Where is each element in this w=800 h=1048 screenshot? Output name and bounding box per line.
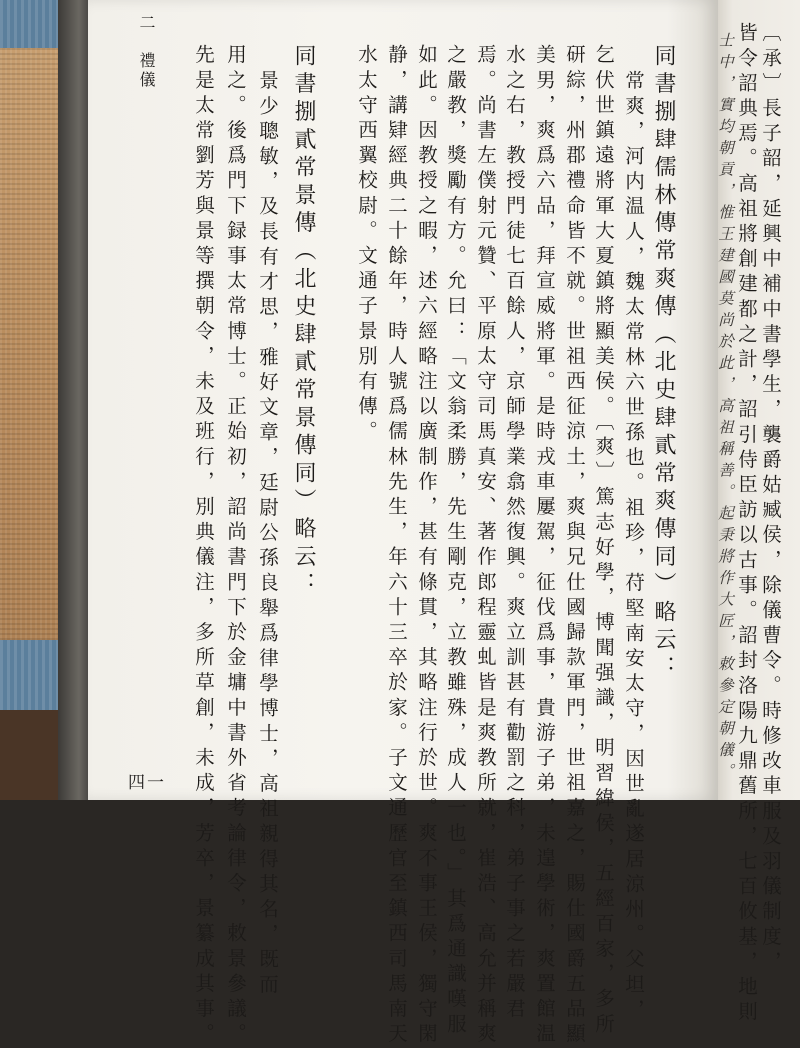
- text-column: 先是太常劉芳與景等撰朝令，未及班行，別典儀注，多所草創，未成，芳卒，景纂成其事。: [192, 44, 215, 1048]
- page-number: 四一: [128, 773, 166, 793]
- section-heading: 同書捌肆儒林傳常爽傳（北史肆貳常爽傳同）略云：: [651, 44, 676, 684]
- text-column: 常爽，河内温人，魏太常林六世孫也。祖珍，苻堅南安太守，因世亂遂居涼州。父坦，: [622, 70, 645, 1024]
- text-column: 乞伏世鎮遠將軍大夏鎮將顯美侯。〔爽〕篤志好學，博聞强識，明習緯侯，五經百家，多所: [592, 44, 615, 1039]
- text-column: 如此。因教授之暇，述六經略注以廣制作，甚有條貫，其略注行於世。爽不事王侯，獨守閑: [415, 44, 438, 1048]
- text-column: 之嚴教，獎勵有方。允曰：「文翁柔勝，先生剛克，立教雖殊，成人一也。」其爲通識嘆服: [444, 44, 467, 1039]
- text-column: 美男，爽爲六品，拜宣威將軍。是時戎車屢駕，征伐爲事，貴游子弟，未遑學術，爽置館温: [533, 44, 556, 1048]
- text-column: 水太守西翼校尉。文通子景別有傳。: [355, 44, 378, 446]
- right-page-annotation: 士中，實均朝貢，惟王建國莫尚於此，高祖稱善。起秉將作大匠，敕參定朝儀。: [716, 32, 734, 785]
- text-column: 焉。尚書左僕射元贊、平原太守司馬真安、著作郎程靈虬皆是爽教所就，崔浩、高允并稱爽: [474, 44, 497, 1048]
- running-head: 二 禮儀: [137, 14, 156, 90]
- right-page-column: 〔承〕長子韶，延興中補中書學生，襲爵姑臧侯，除儀曹令。時修改車服及羽儀制度，: [759, 22, 782, 976]
- text-column: 景少聰敏，及長有才思，雅好文章，廷尉公孫良舉爲律學博士，高祖親得其名，既而: [256, 70, 279, 999]
- text-column: 研綜，州郡禮命皆不就。世祖西征涼土，爽與兄仕國歸款軍門，世祖嘉之，賜仕國爵五品顯: [563, 44, 586, 1048]
- text-column: 用之。後爲門下録事太常博士。正始初，詔尚書門下於金墉中書外省考論律令，敕景參議。: [224, 44, 247, 1048]
- book-edge: [58, 0, 88, 800]
- right-page-column: 皆令詔典焉。高祖將創建都之計，詔引侍臣訪以古事。詔封洛陽九鼎舊所，七百攸基，地則: [735, 22, 758, 1026]
- text-column: 静，講肄經典二十餘年，時人號爲儒林先生，年六十三卒於家。子文通歷官至鎮西司馬南天: [385, 44, 408, 1048]
- text-column: 水之右，教授門徒七百餘人，京師學業翕然復興。爽立訓甚有勸罰之科，弟子事之若嚴君: [503, 44, 526, 1023]
- section-heading: 同書捌貳常景傳（北史肆貳常景傳同）略云：: [291, 44, 316, 600]
